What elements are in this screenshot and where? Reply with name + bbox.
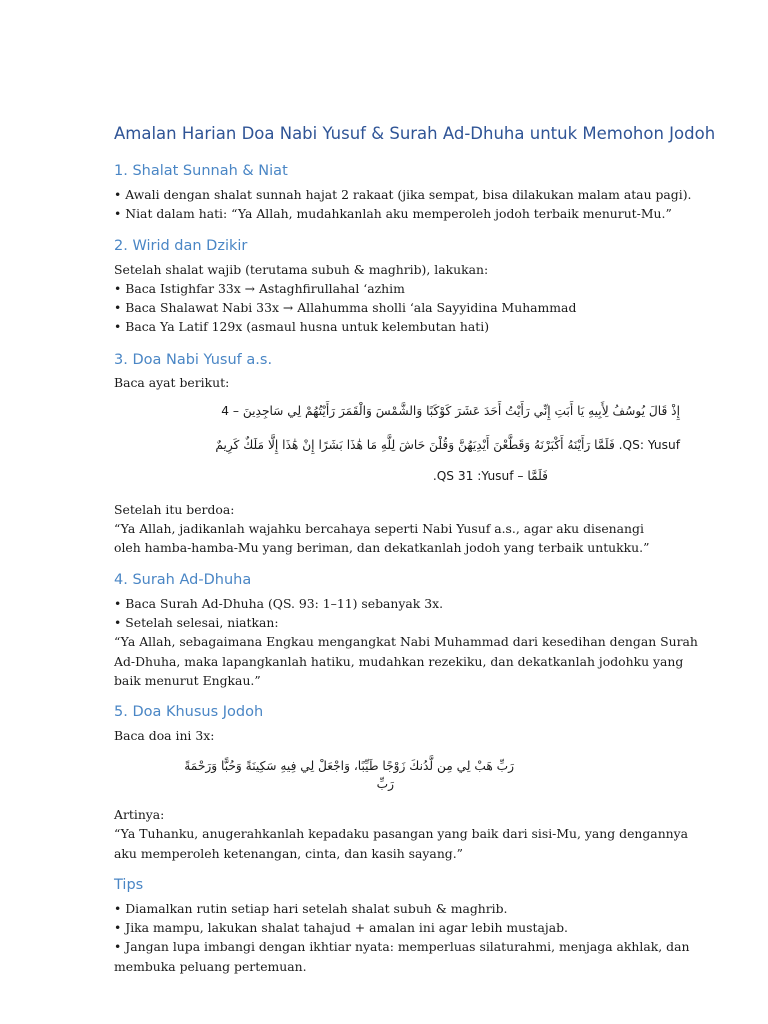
section-heading-ad-dhuha: 4. Surah Ad-Dhuha	[114, 572, 252, 588]
tips-line: • Jangan lupa imbangi dengan ikhtiar nyata: memperluas silaturahmi, menjaga akhlak, dan	[114, 939, 690, 954]
section5-meaning-line: “Ya Tuhanku, anugerahkanlah kepadaku pasangan yang baik dari sisi-Mu, yang dengannya	[114, 826, 689, 841]
arabic-doa-line: رَبِّ هَبْ لِي مِن لَّدُنكَ زَوْجًا طَيِّبًا، وَاجْعَلْ لِي فِيهِ سَكِينَةً وَحُبًّا وَرَحْمَةً	[184, 759, 514, 773]
section1-line: • Niat dalam hati: “Ya Allah, mudahkanlah aku memperoleh jodoh terbaik menurut-Mu.”	[114, 206, 672, 221]
section-heading-doa-yusuf: 3. Doa Nabi Yusuf a.s.	[114, 352, 273, 368]
section3-prayer-line: “Ya Allah, jadikanlah wajahku bercahaya seperti Nabi Yusuf a.s., agar aku disenangi	[114, 521, 644, 536]
section2-line: • Baca Istighfar 33x → Astaghfirullahal ‘azhim	[114, 281, 405, 296]
section-heading-shalat: 1. Shalat Sunnah & Niat	[114, 163, 288, 179]
arabic-verse-line: إِذْ قَالَ يُوسُفُ لِأَبِيهِ يَا أَبَتِ إِنِّي رَأَيْتُ أَحَدَ عَشَرَ كَوْكَبًا وَالشَّمْسَ وَالْقَمَرَ رَأَيْتُهُمْ لِي سَاجِدِينَ – 4	[221, 404, 680, 418]
section4-line: Ad-Dhuha, maka lapangkanlah hatiku, mudahkan rezekiku, dan dekatkanlah jodohku yang	[114, 654, 684, 669]
section2-line: • Baca Shalawat Nabi 33x → Allahumma sholli ‘ala Sayyidina Muhammad	[114, 300, 577, 315]
section-heading-doa-jodoh: 5. Doa Khusus Jodoh	[114, 704, 264, 720]
section-heading-wirid: 2. Wirid dan Dzikir	[114, 238, 248, 254]
section-heading-tips: Tips	[114, 877, 144, 893]
tips-line: • Diamalkan rutin setiap hari setelah shalat subuh & maghrib.	[114, 901, 508, 916]
arabic-doa-line: رَبِّ	[376, 777, 394, 791]
section2-line: Setelah shalat wajib (terutama subuh & maghrib), lakukan:	[114, 262, 489, 277]
section3-prayer-line: oleh hamba-hamba-Mu yang beriman, dan dekatkanlah jodoh yang terbaik untukku.”	[114, 540, 650, 555]
section4-line: • Setelah selesai, niatkan:	[114, 615, 279, 630]
section5-meaning-label: Artinya:	[114, 807, 165, 822]
section5-intro: Baca doa ini 3x:	[114, 728, 215, 743]
section4-line: • Baca Surah Ad-Dhuha (QS. 93: 1–11) sebanyak 3x.	[114, 596, 444, 611]
section3-after-label: Setelah itu berdoa:	[114, 502, 235, 517]
section5-meaning-line: aku memperoleh ketenangan, cinta, dan kasih sayang.”	[114, 846, 464, 861]
tips-line: • Jika mampu, lakukan shalat tahajud + amalan ini agar lebih mustajab.	[114, 920, 568, 935]
tips-line: membuka peluang pertemuan.	[114, 959, 307, 974]
arabic-verse-line: QS: Yusuf. فَلَمَّا رَأَيْنَهُ أَكْبَرْنَهُ وَقَطَّعْنَ أَيْدِيَهُنَّ وَقُلْنَ حَاشَ لِلَّهِ مَا هَٰذَا بَشَرًا إِنْ هَٰذَا إِلَّا مَلَكٌ كَرِيمٌ	[215, 438, 680, 452]
section1-line: • Awali dengan shalat sunnah hajat 2 rakaat (jika sempat, bisa dilakukan malam atau pagi).	[114, 187, 692, 202]
arabic-verse-line: فَلَمَّا – QS 31 :Yusuf.	[432, 469, 548, 483]
document-title: Amalan Harian Doa Nabi Yusuf & Surah Ad-Dhuha untuk Memohon Jodoh	[114, 124, 716, 143]
section4-line: “Ya Allah, sebagaimana Engkau mengangkat Nabi Muhammad dari kesedihan dengan Surah	[114, 634, 698, 649]
section4-line: baik menurut Engkau.”	[114, 673, 261, 688]
section2-line: • Baca Ya Latif 129x (asmaul husna untuk kelembutan hati)	[114, 319, 490, 334]
section3-intro: Baca ayat berikut:	[114, 375, 230, 390]
